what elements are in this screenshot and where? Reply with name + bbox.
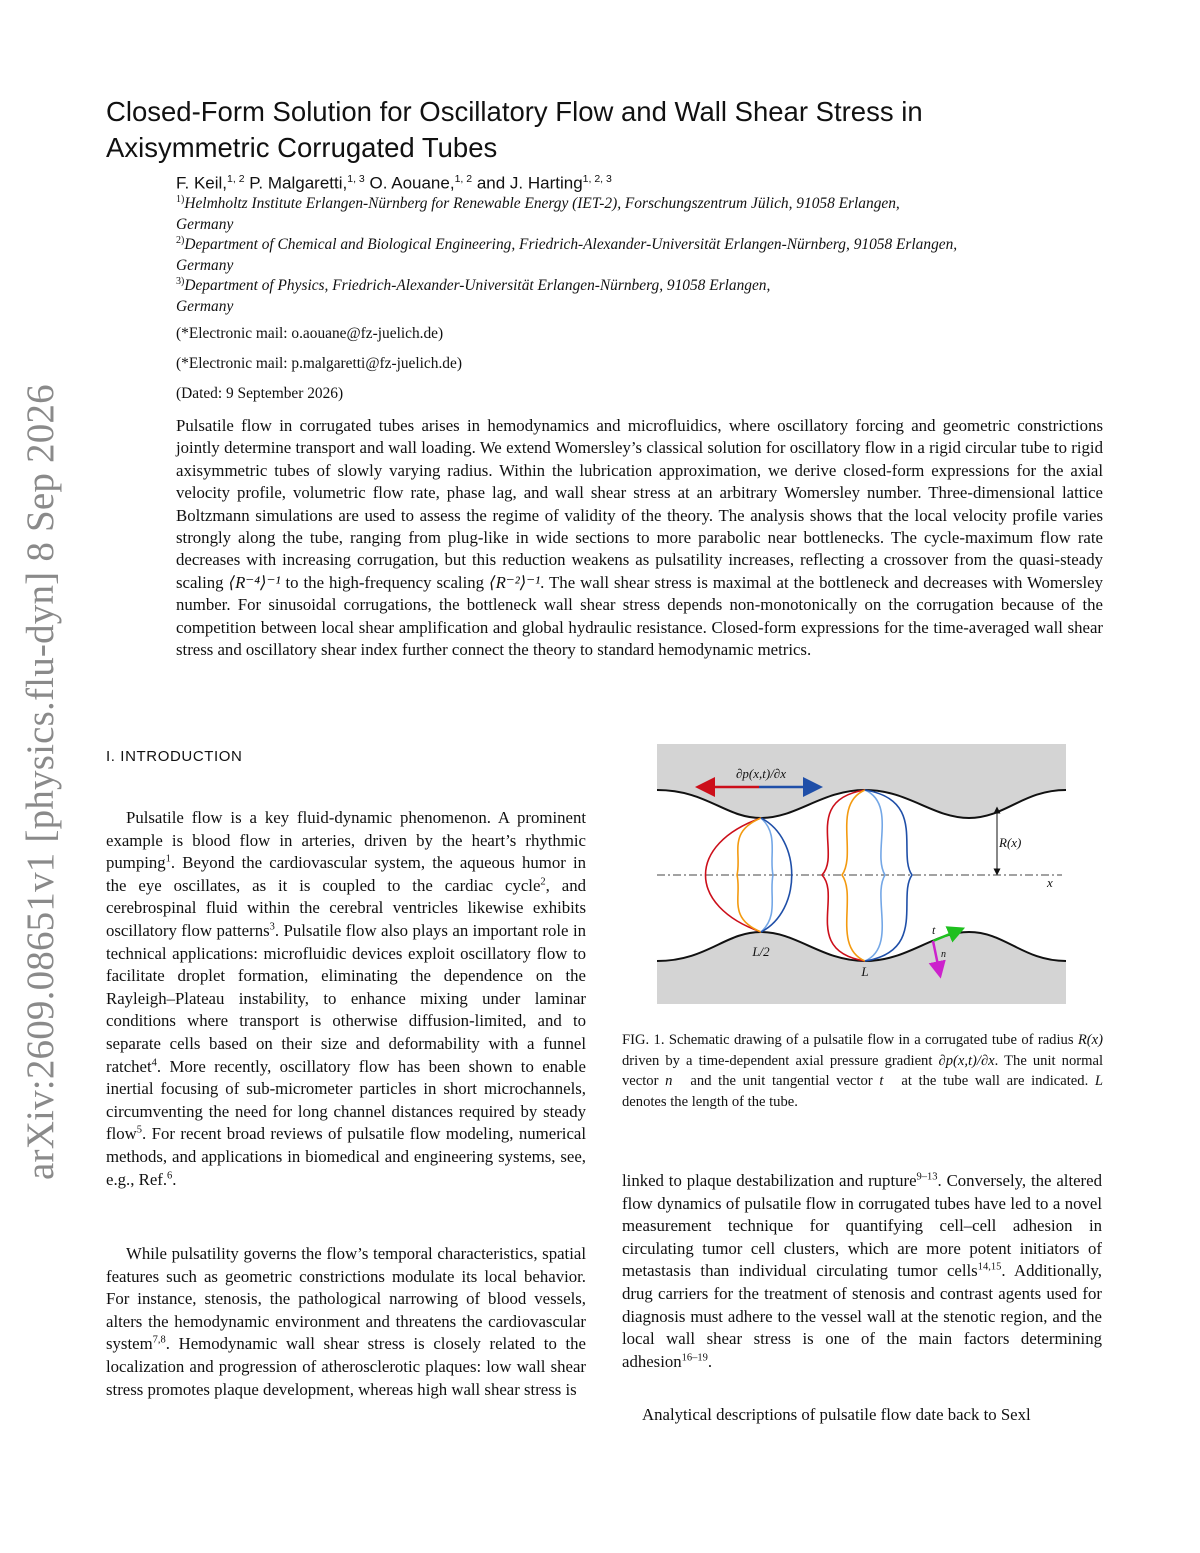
author-name: F. Keil, — [176, 173, 228, 193]
arxiv-identifier: arXiv:2609.08651v1 [physics.flu-dyn] 8 Sep 2026 — [19, 384, 62, 1180]
label-normal-vector: n⃗ — [941, 949, 954, 960]
citation-reference[interactable]: 6 — [167, 1169, 173, 1181]
abstract: Pulsatile flow in corrugated tubes arises in hemodynamics and microfluidics, where oscillatory forcing and geometric constrictions jointly determine transport and wall loading. We extend Womersley’s classical solution for oscillatory flow in a rigid circular tube to rigid axisymmetric tubes of slowly varying radius. Within the lubrication approximation, we derive closed-form expressions for the axial velocity profile, volumetric flow rate, phase lag, and wall shear stress at an arbitrary Womersley number. Three-dimensional lattice Boltzmann simulations are used to assess the regime of validity of the theory. The analysis shows that the local velocity profile varies strongly along the tube, ranging from plug-like in wide sections to more parabolic near bottlenecks. The cycle-maximum flow rate decreases with increasing corrugation, but this reduction weakens as pulsatility increases, reflecting a crossover from the quasi-steady scaling ⟨R⁻⁴⟩⁻¹ to the high-frequency scaling ⟨R⁻²⟩⁻¹. The wall shear stress is maximal at the bottleneck and decreases with Womersley number. For sinusoidal corrugations, the bottleneck wall shear stress depends non-monotonically on the corrugation because of the competition between local shear amplification and global hydraulic resistance. Closed-form expressions for the time-averaged wall shear stress and oscillatory shear index further connect the theory to standard hemodynamic metrics. — [176, 416, 1104, 660]
affiliation-text: Department of Physics, Friedrich-Alexander-Universität Erlangen-Nürnberg, 91058 Erlangen, — [184, 277, 771, 295]
paragraph-text: . Additionally, drug carriers for the treatment of stenosis and contrast agents used for diagnosis must adhere to the vessel wall at the stenotic region, and the local wall shear stress is one of the main factors determining adhesion — [622, 1261, 1102, 1371]
citation-reference[interactable]: 16–19 — [681, 1352, 708, 1364]
citation-reference[interactable]: 3 — [269, 921, 275, 933]
author-affiliation-marker: 1, 2, 3 — [582, 173, 612, 185]
paragraph-text: . — [172, 1169, 177, 1189]
email-malgaretti: (*Electronic mail: p.malgaretti@fz-juelich.de) — [176, 355, 462, 372]
affiliation-country: Germany — [176, 256, 234, 274]
affiliation-number: 1) — [176, 194, 185, 205]
label-half-length: L/2 — [752, 944, 770, 959]
label-radius: R(x) — [999, 835, 1022, 850]
section-heading-introduction: I. INTRODUCTION — [106, 748, 243, 765]
email-aouane: (*Electronic mail: o.aouane@fz-juelich.de) — [176, 325, 444, 342]
author-affiliation-marker: 1, 2 — [454, 173, 473, 185]
affiliation-1 — [176, 190, 1096, 235]
author-name: O. Aouane, — [369, 173, 455, 193]
paragraph-text: . — [707, 1351, 713, 1371]
paragraph-text: . Conversely, the altered flow dynamics of pulsatile flow in corrugated tubes have led to a novel measurement technique for quantifying cell–cell adhesion in circulating tumor cell clusters, which are more potent initiators of metastasis than individual circulating tumor cells — [622, 1171, 1102, 1281]
paragraph-text: . Hemodynamic wall shear stress is closely related to the localization and progression of atherosclerotic plaques: low wall shear stress promotes plaque development, whereas high wall shear stress is — [106, 1334, 586, 1399]
figure-corrugated-tube — [657, 744, 1066, 1004]
intro-paragraph-3 — [622, 1170, 1102, 1373]
citation-reference[interactable]: 7,8 — [152, 1334, 166, 1346]
paragraph-text: , and cerebrospinal fluid within the cerebral ventricles likewise exhibits oscillatory flow patterns — [106, 875, 586, 940]
author-name: J. Harting — [509, 173, 583, 193]
affiliation-number: 3) — [176, 276, 185, 287]
label-tangent-vector: t⃗ — [932, 923, 945, 937]
paragraph-text: Analytical descriptions of pulsatile flow date back to Sexl — [642, 1405, 1031, 1424]
citation-reference[interactable]: 9–13 — [916, 1171, 938, 1183]
paragraph-text: While pulsatility governs the flow’s temporal characteristics, spatial features such as geometric constrictions modulate its local behavior. For instance, stenosis, the pathological narrowing of blood vessels, alters the hemodynamic environment and threatens the cardiovascular system — [106, 1244, 586, 1354]
citation-reference[interactable]: 1 — [165, 853, 171, 865]
affiliation-3 — [176, 272, 1096, 317]
intro-paragraph-4 — [622, 1404, 1102, 1427]
figure-caption: FIG. 1. Schematic drawing of a pulsatile flow in a corrugated tube of radius R(x) driven by a time-dependent axial pressure gradient ∂p(x,t)/∂x. The unit normal vector n⃗ and the unit tangential vector t⃗ at the tube wall are indicated. L denotes the length of the tube. — [622, 1032, 1103, 1110]
citation-reference[interactable]: 4 — [151, 1056, 157, 1068]
citation-reference[interactable]: 2 — [540, 876, 546, 888]
intro-paragraph-1 — [106, 807, 586, 1191]
citation-reference[interactable]: 5 — [136, 1124, 143, 1136]
author-affiliation-marker: 1, 2 — [227, 173, 245, 185]
paragraph-text: Pulsatile flow is a key fluid-dynamic phenomenon. A prominent example is blood flow in arteries, driven by the heart’s rhythmic pumping — [106, 808, 586, 873]
label-x-axis: x — [1047, 875, 1053, 890]
paragraph-text: . Beyond the cardiovascular system, the aqueous humor in the eye oscillates, as it is coupled to the cardiac cycle — [106, 853, 586, 895]
citation-reference[interactable]: 14,15 — [977, 1261, 1002, 1273]
affiliation-text: Department of Chemical and Biological Engineering, Friedrich-Alexander-Universität Erlangen-Nürnberg, 91058 Erlangen, — [184, 236, 958, 254]
author-affiliation-marker: 1, 3 — [347, 173, 365, 185]
paper-title: Closed-Form Solution for Oscillatory Flow and Wall Shear Stress in Axisymmetric Corrugated Tubes — [106, 96, 923, 163]
paragraph-text: . More recently, oscillatory flow has been shown to enable inertial focusing of sub-micrometer particles in short microchannels, circumventing the need for long channel distances required by steady flow — [106, 1056, 586, 1144]
affiliation-number: 2) — [176, 235, 185, 246]
math-scaling-high-frequency: ⟨R⁻²⟩⁻¹ — [489, 572, 541, 592]
affiliation-country: Germany — [176, 297, 234, 315]
math-scaling-quasi-steady: ⟨R⁻⁴⟩⁻¹ — [228, 572, 281, 592]
affiliation-country: Germany — [176, 215, 234, 233]
intro-paragraph-2 — [106, 1243, 586, 1401]
label-length: L — [861, 964, 869, 979]
paragraph-text: . For recent broad reviews of pulsatile flow modeling, numerical methods, and applications in biomedical and engineering systems, see, e.g., Ref. — [106, 1124, 586, 1189]
affiliation-text: Helmholtz Institute Erlangen-Nürnberg for Renewable Energy (IET-2), Forschungszentrum Jülich, 91058 Erlangen, — [184, 195, 900, 213]
author-conjunction: and — [472, 173, 510, 193]
date-line: (Dated: 9 September 2026) — [176, 385, 344, 402]
paragraph-text: . Pulsatile flow also plays an important role in technical applications: microfluidic devices exploit oscillatory flow to facilitate droplet formation, eliminating the dependence on the Rayleigh–Plateau instability, to enhance mixing under laminar conditions where transport is otherwise diffusion-limited, and to separate cells based on their size and deformability with a funnel ratchet — [106, 920, 586, 1076]
author-name: P. Malgaretti, — [249, 173, 348, 193]
label-pressure-gradient: ∂p(x,t)/∂x — [735, 766, 787, 781]
affiliation-2 — [176, 231, 1096, 276]
paragraph-text: linked to plaque destabilization and rupture — [622, 1171, 917, 1190]
